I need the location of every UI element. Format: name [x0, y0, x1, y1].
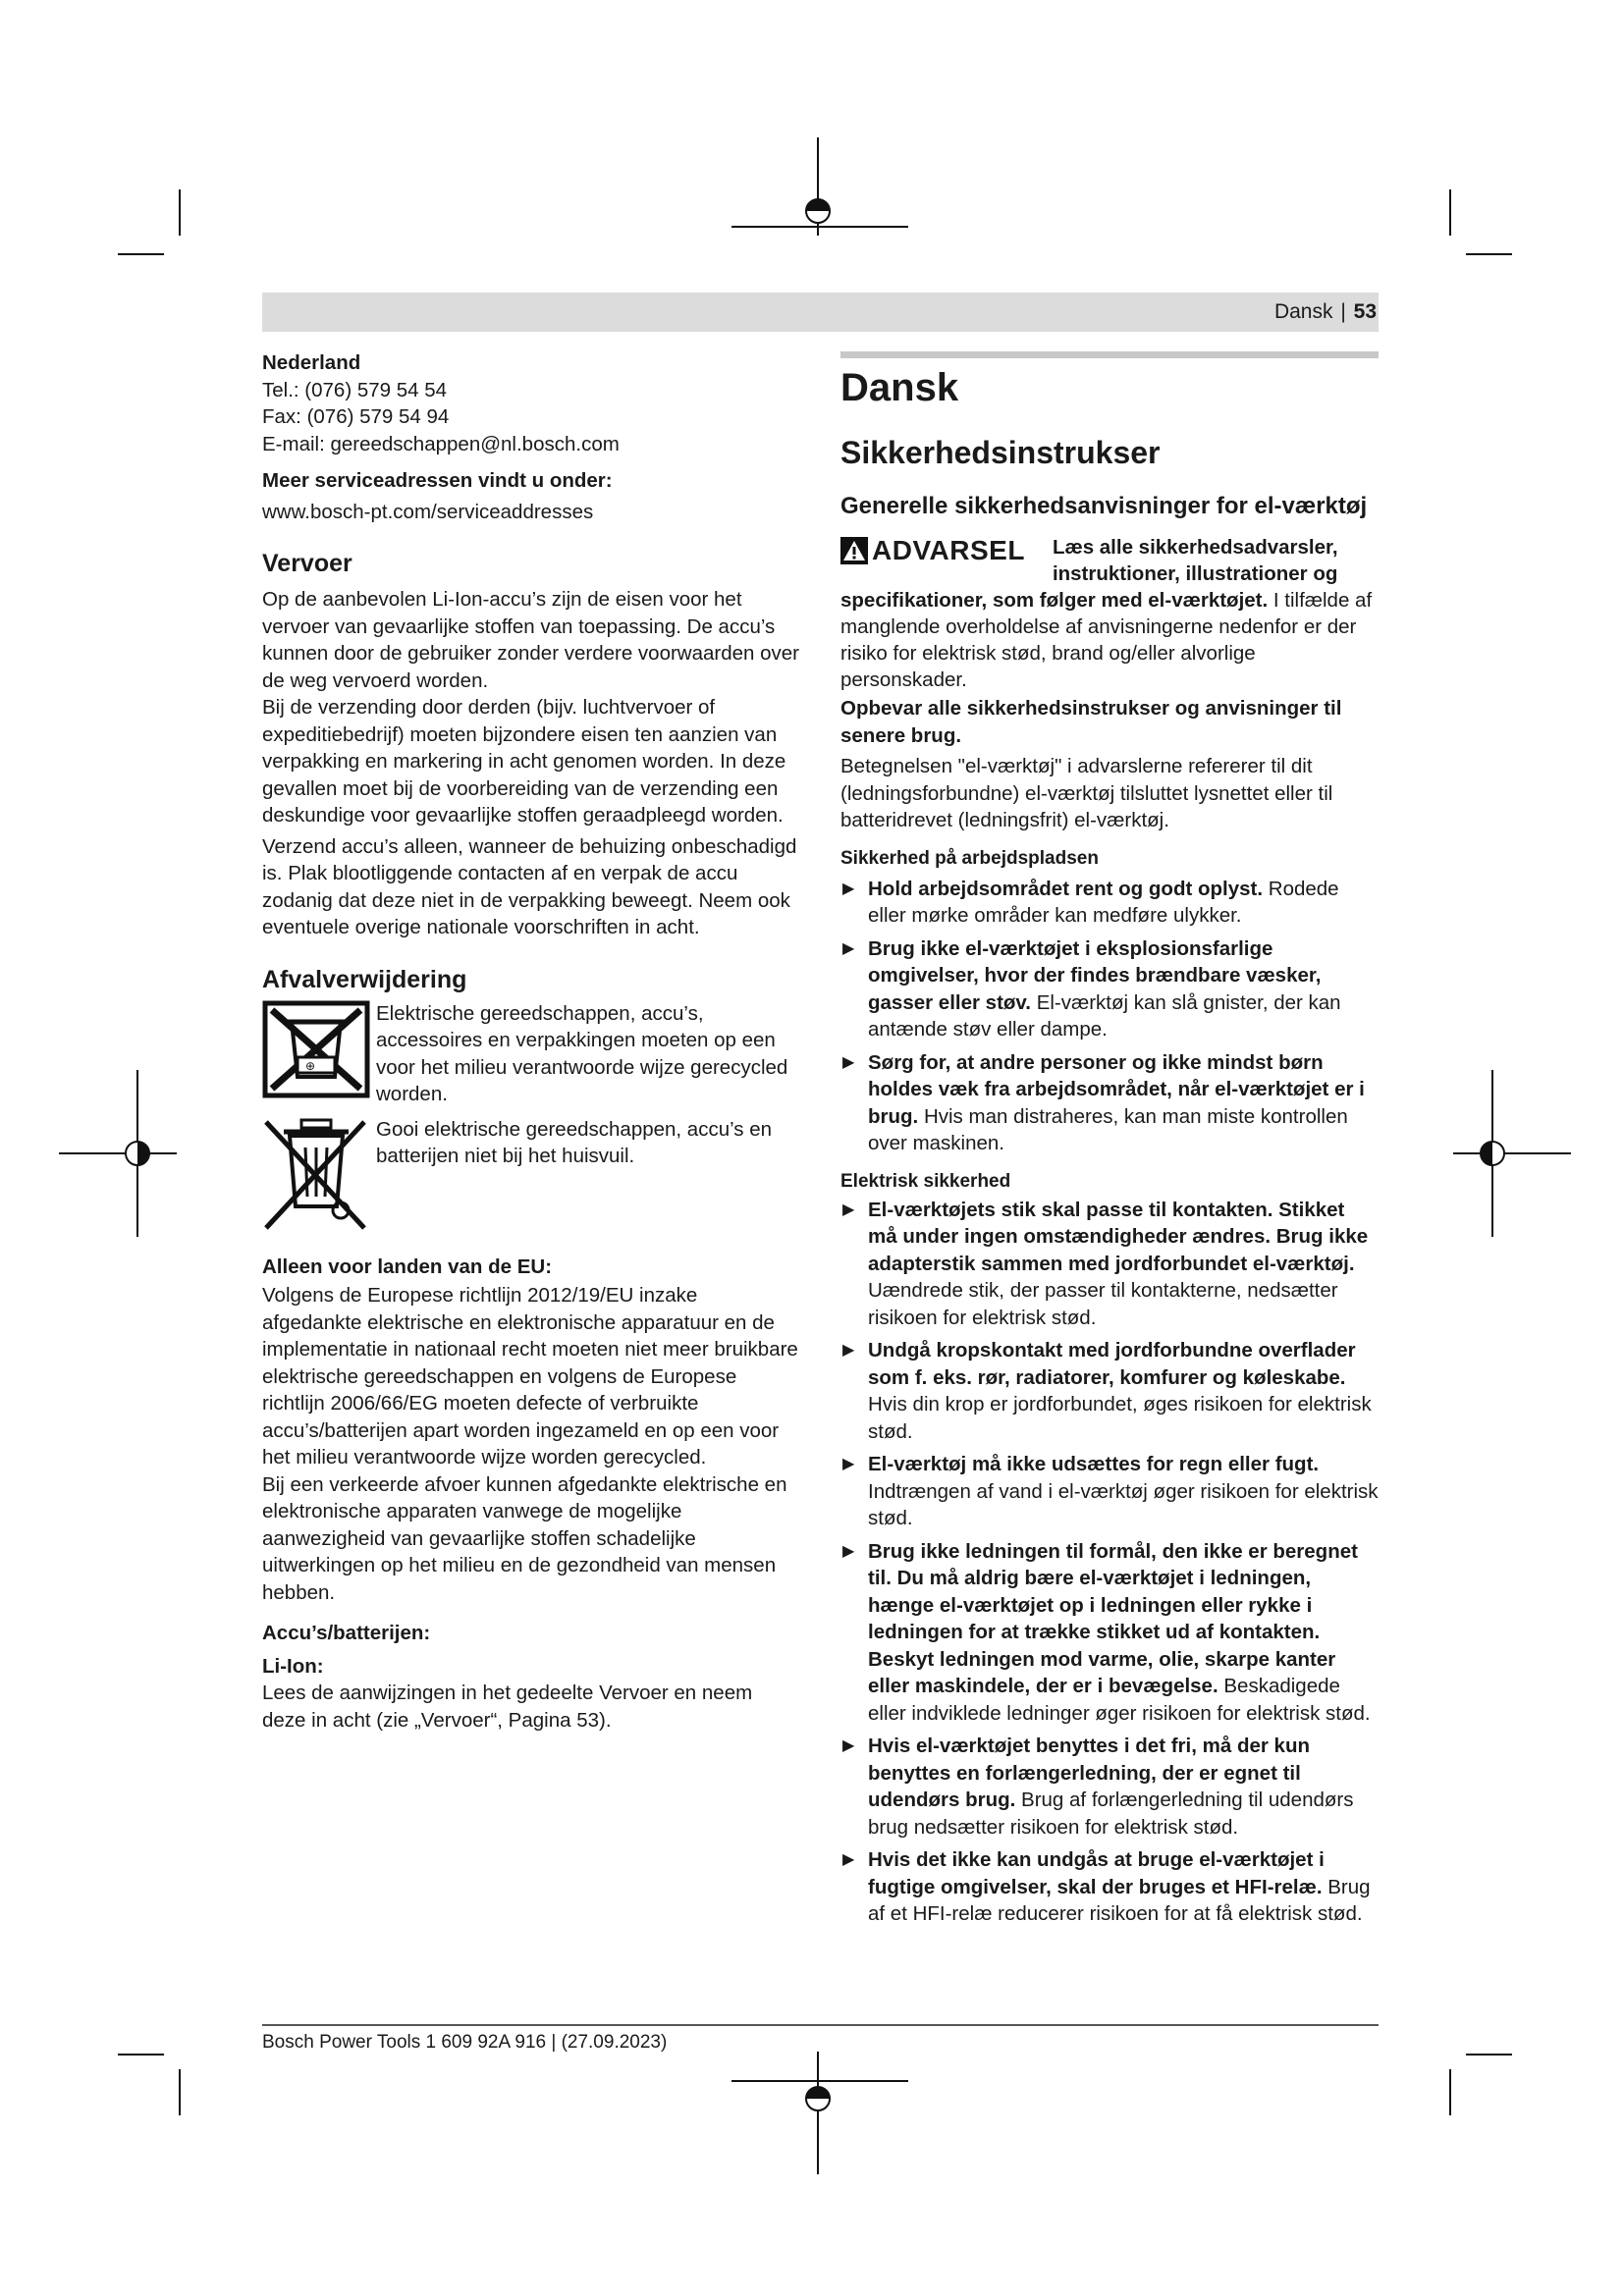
advarsel-text: ADVARSEL — [872, 535, 1025, 565]
item-text: Brug af et HFI-relæ reducerer risikoen for at få elektrisk stød. — [868, 1875, 1371, 1925]
email-line: E-mail: gereedschappen@nl.bosch.com — [262, 432, 620, 455]
bullet-arrow-icon: ▶ — [842, 1201, 855, 1218]
betegnelsen-paragraph: Betegnelsen "el-værktøj" i advarslerne refererer til dit (ledningsforbundne) el-værktøj tilsluttet lysnettet eller til batteridrevet (ledningsfrit) el-værktøj. — [840, 755, 1333, 831]
crop-mark — [179, 2069, 181, 2115]
bullet-arrow-icon: ▶ — [842, 1542, 855, 1560]
advarsel-label — [840, 534, 1025, 567]
item-bold: Undgå kropskontakt med jordforbundne overflader som f. eks. rør, radiatorer, komfurer og køleskabe. — [868, 1339, 1356, 1389]
list-item — [840, 1451, 1379, 1532]
crop-mark — [1466, 2054, 1512, 2056]
page-number: 53 — [1353, 300, 1377, 323]
crop-mark — [1449, 2069, 1451, 2115]
crossed-out-wheelie-bin-icon — [262, 1116, 370, 1232]
registration-mark-icon — [731, 2052, 908, 2174]
svg-text:⊕: ⊕ — [305, 1058, 316, 1073]
advarsel-normal: I tilfælde af manglende overholdelse af anvisningerne nedenfor er der risiko for elektrisk stød, brand og/eller alvorlige personskader. — [840, 589, 1373, 691]
bullet-arrow-icon: ▶ — [842, 1737, 855, 1754]
advarsel-bold: Læs alle sikkerhedsadvarsler, instruktioner, illustrationer og specifikationer, som følger med el-værktøjet. — [840, 536, 1338, 612]
crop-mark — [1466, 253, 1512, 255]
item-text: Brug af forlængerledning til udendørs brug nedsætter risikoen for elektrisk stød. — [868, 1789, 1354, 1839]
list-item — [840, 1049, 1379, 1157]
vervoer-paragraph-1: Op de aanbevolen Li-Ion-accu’s zijn de eisen voor het vervoer van gevaarlijke stoffen van toepassing. De accu’s kunnen door de gebruiker zonder verdere voorwaarden over de weg vervoerd worden. — [262, 588, 800, 692]
warning-triangle-icon — [840, 537, 868, 564]
crop-mark — [118, 253, 164, 255]
liion-paragraph: Lees de aanwijzingen in het gedeelte Vervoer en neem deze in acht (zie „Vervoer“, Pagina 53). — [262, 1682, 753, 1732]
afval-row-1 — [262, 1000, 800, 1108]
crop-mark — [179, 189, 181, 236]
elektrisk-heading: Elektrisk sikkerhed — [840, 1170, 1011, 1192]
bullet-arrow-icon: ▶ — [842, 1053, 855, 1071]
registration-mark-icon — [731, 137, 908, 236]
afval-paragraph-2: Gooi elektrische gereedschappen, accu’s en batterijen niet bij het huisvuil. — [376, 1117, 773, 1167]
item-text: El-værktøj kan slå gnister, der kan antænde støv eller dampe. — [868, 990, 1341, 1041]
eu-paragraph-2: Bij een verkeerde afvoer kunnen afgedankte elektrische en elektronische apparaten vanwege de mogelijke aanwezigheid van gevaarlijke stoffen schadelijke uitwerkingen op het milieu en de gezondheid van mensen hebben. — [262, 1472, 787, 1604]
left-column — [262, 349, 800, 1734]
eu-heading: Alleen voor landen van de EU: — [262, 1255, 553, 1278]
accu-heading: Accu’s/batterijen: — [262, 1622, 431, 1644]
item-bold: Hold arbejdsområdet rent og godt oplyst. — [868, 877, 1264, 900]
more-addresses-link[interactable]: www.bosch-pt.com/serviceaddresses — [262, 500, 594, 523]
tel-line: Tel.: (076) 579 54 54 — [262, 378, 448, 401]
item-bold: El-værktøjets stik skal passe til kontakten. Stikket må under ingen omstændigheder ændres. Brug ikke adapterstik sammen med jordforbundet el-værktøj. — [868, 1198, 1369, 1275]
list-item — [840, 1538, 1379, 1728]
item-text: Rodede eller mørke områder kan medføre ulykker. — [868, 877, 1339, 927]
bullet-arrow-icon: ▶ — [842, 1342, 855, 1359]
page-header-bar — [262, 293, 1379, 332]
liion-heading: Li-Ion: — [262, 1654, 324, 1678]
afval-paragraph-1: Elektrische gereedschappen, accu’s, accessoires en verpakkingen moeten op een voor het milieu verantwoorde wijze gerecycled worden. — [376, 1001, 788, 1105]
fax-line: Fax: (076) 579 54 94 — [262, 405, 450, 428]
sikkerhedsinstrukser-heading: Sikkerhedsinstrukser — [840, 435, 1161, 470]
item-bold: Hvis det ikke kan undgås at bruge el-værktøjet i fugtige omgivelser, skal der bruges et HFI-relæ. — [868, 1848, 1325, 1898]
list-item — [840, 1846, 1379, 1928]
list-item — [840, 1197, 1379, 1332]
item-bold: Hvis el-værktøjet benyttes i det fri, må der kun benyttes en forlængerledning, der er egnet til udendørs brug. — [868, 1735, 1310, 1811]
header-language: Dansk — [1273, 300, 1333, 323]
arbejdsplads-heading: Sikkerhed på arbejdspladsen — [840, 847, 1099, 869]
bullet-arrow-icon: ▶ — [842, 939, 855, 957]
registration-mark-icon — [1453, 1070, 1571, 1237]
vervoer-heading: Vervoer — [262, 550, 352, 577]
crossed-out-bin-with-battery-icon — [262, 1000, 370, 1098]
bullet-arrow-icon: ▶ — [842, 1851, 855, 1868]
list-item — [840, 1733, 1379, 1841]
dansk-top-rule — [840, 351, 1379, 358]
footer-text: Bosch Power Tools 1 609 92A 916 | (27.09.2023) — [262, 2032, 668, 2053]
vervoer-paragraph-3: Verzend accu’s alleen, wanneer de behuizing onbeschadigd is. Plak blootliggende contacten af en verpak de accu zodanig dat deze niet in de verpakking beweegt. Neem ook eventuele overige nationale voorschriften in acht. — [262, 834, 797, 938]
item-bold: El-værktøj må ikke udsættes for regn eller fugt. — [868, 1453, 1320, 1475]
advarsel-block — [840, 534, 1379, 693]
right-column — [840, 363, 1379, 1928]
registration-mark-icon — [59, 1070, 177, 1237]
item-bold: Sørg for, at andre personer og ikke mindst børn holdes væk fra arbejdsområdet, når el-værktøjet er i brug. — [868, 1050, 1365, 1128]
nederland-title: Nederland — [262, 351, 361, 374]
crop-mark — [1449, 189, 1451, 236]
page-header — [1274, 298, 1377, 326]
item-bold: Brug ikke el-værktøjet i eksplosionsfarlige omgivelser, hvor der findes brændbare væsker, gasser eller støv. — [868, 936, 1322, 1014]
afvalverwijdering-heading: Afvalverwijdering — [262, 965, 467, 993]
eu-paragraph-1: Volgens de Europese richtlijn 2012/19/EU inzake afgedankte elektrische en elektronische apparatuur en de implementatie in nationaal recht moeten niet meer bruikbare elektrische gereedschappen en volgens de Europese richtlijn 2006/66/EG moeten defecte of verbruikte accu’s/batterijen apart worden ingezameld en op een voor het milieu verantwoorde wijze worden gerecycled. — [262, 1284, 798, 1468]
opbevar-paragraph: Opbevar alle sikkerhedsinstrukser og anvisninger til senere brug. — [840, 697, 1342, 747]
elektrisk-list — [840, 1197, 1379, 1928]
item-bold: Brug ikke ledningen til formål, den ikke er beregnet til. Du må aldrig bære el-værktøjet i ledningen, hænge el-værktøjet op i ledningen eller rykke i ledningen for at trække stikket ud af kontakten. Beskyt ledningen mod varme, olie, skarpe kanter eller maskindele, der er i bevægelse. — [868, 1539, 1358, 1697]
generelle-heading: Generelle sikkerhedsanvisninger for el-værktøj — [840, 493, 1368, 519]
arbejdsplads-list — [840, 876, 1379, 1157]
footer-rule — [262, 2024, 1379, 2026]
vervoer-paragraph-2: Bij de verzending door derden (bijv. luchtvervoer of expeditiebedrijf) moeten bijzondere eisen ten aanzien van verpakking en markering in acht genomen worden. In deze gevallen moet bij de voorbereiding van de verzending een deskundige voor gevaarlijke stoffen geraadpleegd worden. — [262, 696, 786, 827]
bullet-arrow-icon: ▶ — [842, 1456, 855, 1472]
more-addresses-label: Meer serviceadressen vindt u onder: — [262, 469, 613, 492]
item-text: Hvis din krop er jordforbundet, øges risikoen for elektrisk stød. — [868, 1393, 1372, 1443]
list-item — [840, 1337, 1379, 1445]
item-text: Uændrede stik, der passer til kontakterne, nedsætter risikoen for elektrisk stød. — [868, 1279, 1338, 1329]
item-text: Indtrængen af vand i el-værktøj øger risikoen for elektrisk stød. — [868, 1479, 1379, 1529]
crop-mark — [118, 2054, 164, 2056]
afval-row-2 — [262, 1116, 800, 1232]
item-text: Hvis man distraheres, kan man miste kontrollen over maskinen. — [868, 1104, 1348, 1154]
list-item — [840, 935, 1379, 1043]
item-text: Beskadigede eller indviklede ledninger øger risikoen for elektrisk stød. — [868, 1675, 1371, 1725]
bullet-arrow-icon: ▶ — [842, 880, 855, 897]
header-separator: | — [1340, 300, 1346, 323]
dansk-title: Dansk — [840, 366, 959, 409]
list-item — [840, 876, 1379, 930]
